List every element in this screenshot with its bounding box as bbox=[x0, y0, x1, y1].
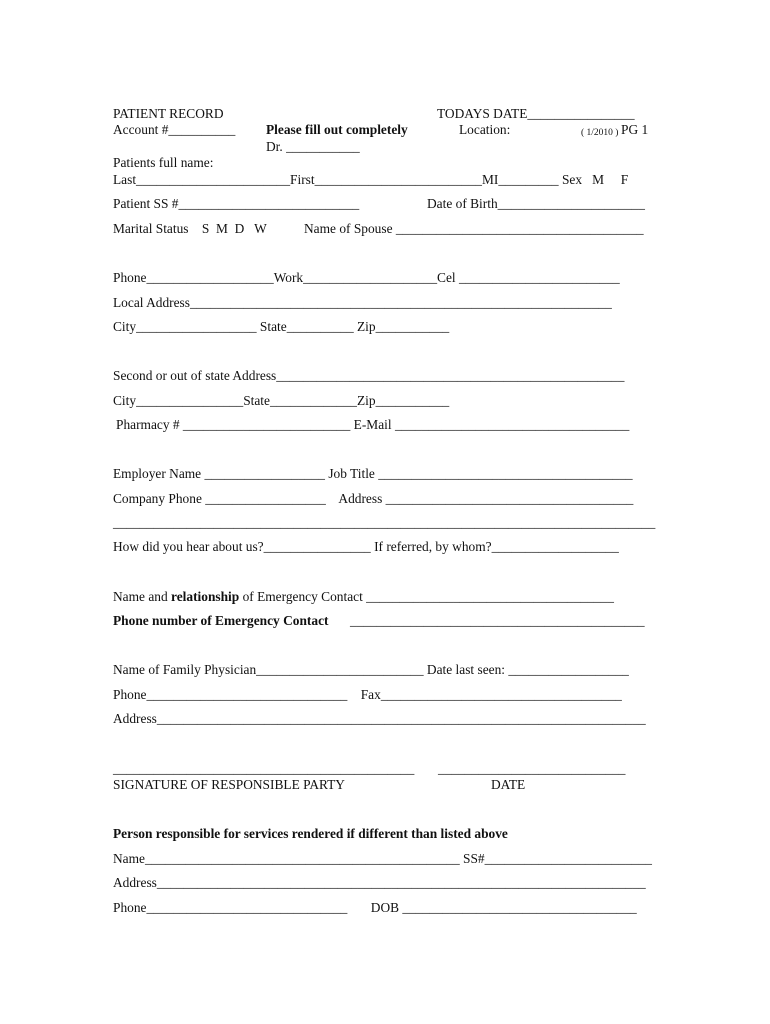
referral-line[interactable]: How did you hear about us?________________ If referred, by whom?___________________ bbox=[113, 539, 619, 554]
date-label: DATE bbox=[491, 777, 526, 792]
responsible-party-heading: Person responsible for services rendered if different than listed above bbox=[113, 826, 508, 841]
todays-date-field[interactable]: TODAYS DATE________________ bbox=[437, 106, 635, 121]
employer-extra-line[interactable]: _________________________________________________________________________________ bbox=[113, 515, 656, 530]
responsible-name-ss-line[interactable]: Name_______________________________________________ SS#_________________________ bbox=[113, 851, 652, 866]
emergency-phone-label: Phone number of Emergency Contact bbox=[113, 613, 329, 628]
patient-ss-field[interactable]: Patient SS #___________________________ bbox=[113, 196, 360, 211]
emergency-contact-name-line[interactable] bbox=[113, 589, 614, 605]
responsible-phone-dob-line[interactable]: Phone______________________________ DOB ___________________________________ bbox=[113, 900, 637, 915]
doctor-field[interactable]: Dr. ___________ bbox=[266, 139, 360, 154]
second-city-state-zip-line[interactable]: City________________State_____________Zip___________ bbox=[113, 393, 450, 408]
emergency-name-suffix: of Emergency Contact _____________________________________ bbox=[239, 589, 614, 604]
phone-work-cell-line[interactable]: Phone___________________Work____________________Cel ________________________ bbox=[113, 270, 620, 285]
marital-status-field[interactable]: Marital Status S M D W bbox=[113, 221, 267, 236]
emergency-phone-field[interactable]: ____________________________________________ bbox=[350, 613, 645, 628]
location-label: Location: bbox=[459, 122, 511, 137]
date-of-birth-field[interactable]: Date of Birth______________________ bbox=[427, 196, 645, 211]
signature-label: SIGNATURE OF RESPONSIBLE PARTY bbox=[113, 777, 345, 792]
physician-phone-fax-line[interactable]: Phone______________________________ Fax____________________________________ bbox=[113, 687, 622, 702]
form-title: PATIENT RECORD bbox=[113, 106, 224, 121]
family-physician-line[interactable]: Name of Family Physician_________________________ Date last seen: __________________ bbox=[113, 662, 629, 677]
patient-name-line[interactable]: Last_______________________First_________________________MI_________ Sex M F bbox=[113, 172, 629, 187]
form-version: ( 1/2010 ) bbox=[581, 128, 619, 138]
emergency-name-prefix: Name and bbox=[113, 589, 172, 604]
responsible-address-field[interactable]: Address_________________________________________________________________________ bbox=[113, 875, 646, 890]
second-address-field[interactable]: Second or out of state Address____________________________________________________ bbox=[113, 368, 625, 383]
emergency-relationship-bold: relationship bbox=[171, 589, 240, 604]
fill-out-instruction: Please fill out completely bbox=[266, 122, 408, 137]
page-number: PG 1 bbox=[621, 122, 649, 137]
company-phone-address-line[interactable]: Company Phone __________________ Address _____________________________________ bbox=[113, 491, 634, 506]
physician-address-field[interactable]: Address_________________________________________________________________________ bbox=[113, 711, 646, 726]
full-name-label: Patients full name: bbox=[113, 155, 214, 170]
signature-date-line[interactable]: ____________________________ bbox=[438, 761, 626, 776]
signature-line[interactable]: _____________________________________________ bbox=[113, 761, 415, 776]
spouse-name-field[interactable]: Name of Spouse _____________________________________ bbox=[304, 221, 644, 236]
employer-jobtitle-line[interactable]: Employer Name __________________ Job Title ______________________________________ bbox=[113, 466, 633, 481]
account-number-field[interactable]: Account #__________ bbox=[113, 122, 236, 137]
pharmacy-email-line[interactable]: Pharmacy # _________________________ E-Mail ___________________________________ bbox=[116, 417, 630, 432]
local-address-field[interactable]: Local Address_______________________________________________________________ bbox=[113, 295, 612, 310]
city-state-zip-line[interactable]: City__________________ State__________ Zip___________ bbox=[113, 319, 450, 334]
